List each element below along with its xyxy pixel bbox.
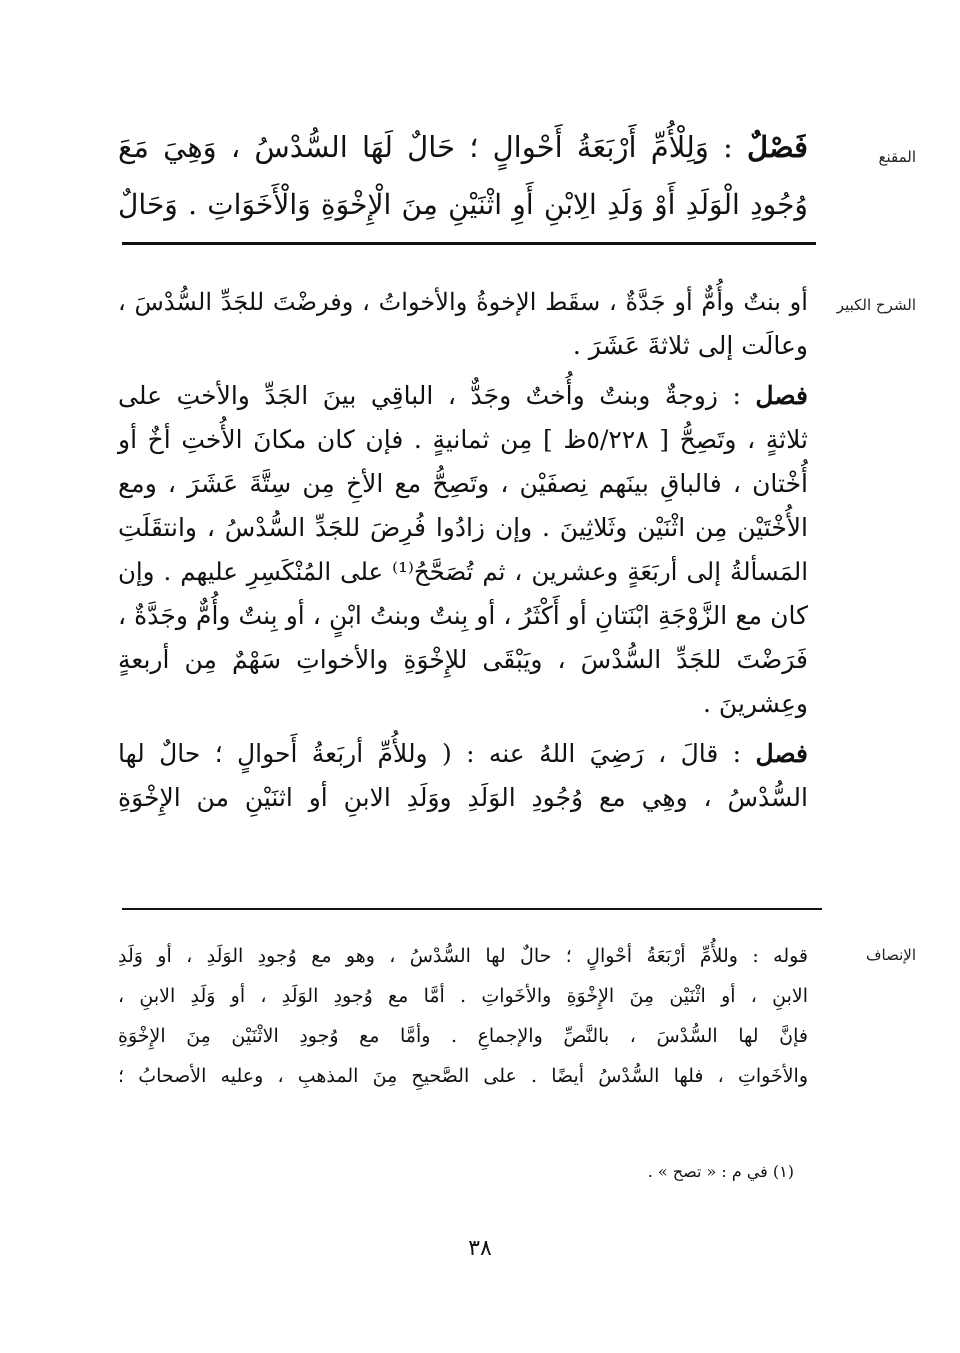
- para2-heading: فصل: [755, 739, 809, 768]
- sharh-text: [118, 280, 808, 820]
- muqni-text: [118, 118, 808, 234]
- sharh-para2-line-2: السُّدْسُ ، وهِي مع وُجُودِ الوَلَدِ ووَلَدِ الابنِ أو اثنَيْنِ من الإِخْوَةِ: [118, 783, 808, 812]
- sharh-para1-line-6: كان مع الزَّوْجَةِ ابْنَتانِ أو أَكْثَرُ ، أو بِنتٌ وبنتُ ابْنٍ ، أو بِنتٌ وأُمٌّ وجَدَّةٌ ،: [118, 601, 808, 630]
- footnote: (١) في م : « تصح » .: [647, 1162, 794, 1181]
- sharh-intro-line-1: أو بنتٌ وأُمٌّ أو جَدَّةٌ ، سقَط الإخوةُ والأخواتُ ، وفرضْتَ للجَدِّ السُّدْسَ ،: [118, 288, 808, 316]
- sharh-para1-line-1: فصل : زوجةٌ وبنتٌ وأُختٌ وجَدٌّ ، الباقِي بينَ الجَدِّ والأختِ على: [118, 381, 808, 410]
- page-number: ٣٨: [468, 1236, 492, 1261]
- margin-label-insaf: الإنصاف: [865, 946, 916, 964]
- sharh-para1-line-2: ثلاثةٍ ، وتَصِحُّ [ ٥/٢٢٨ظ ] مِن ثمانيةٍ . فإن كان مكانَ الأُختِ أخٌ أو: [118, 425, 808, 454]
- section-divider-thick: [122, 242, 816, 245]
- sharh-para2-line-1: فصل : قالَ ، رَضِيَ اللهُ عنه : ( وللأُمِّ أربَعةُ أَحوالٍ ؛ حالٌ لها: [118, 739, 809, 768]
- margin-label-muqni: المقنع: [878, 148, 916, 166]
- insaf-line-1: قوله : وللأُمِّ أرْبَعَةُ أحْوالٍ ؛ حالٌ لها السُّدْسُ ، وهو مع وُجودِ الوَلَدِ ، أو وَلَدِ: [118, 945, 808, 967]
- margin-label-sharh: الشرح الكبير: [836, 296, 916, 314]
- sharh-intro-line-2: وعالَت إلى ثلاثةَ عَشَرَ .: [572, 331, 808, 360]
- muqni-heading: فَصْلٌ: [747, 130, 809, 164]
- para1-heading: فصل: [755, 381, 808, 410]
- muqni-line-2: وُجُودِ الْوَلَدِ أَوْ وَلَدِ الِابْنِ أَوِ اثْنَيْنِ مِنَ الْإِخْوَةِ وَالْأَخَوَاتِ . وَحَالٌ: [118, 188, 808, 221]
- sharh-para1-line-4: الأُخْتَيْن مِن اثْنَيْن وثَلاثِينَ . وإن زادُوا فُرِضَ للجَدِّ السُّدْسُ ، وانتقَلَتِ: [118, 513, 808, 542]
- sharh-para1-line-5: المَسألةُ إلى أربَعَةٍ وعشرين ، ثم تُصَحَّحُ⁽¹⁾ على المُنْكَسِرِ عليهم . وإن: [118, 557, 809, 586]
- insaf-line-2: الابنِ ، أو اثْنَيْن مِنَ الإِخْوَةِ والأخَواتِ . أمَّا مع وُجودِ الوَلَدِ ، أو وَلَدِ الابنِ ،: [118, 985, 808, 1007]
- sharh-para1-line-7: فَرَضْتَ للجَدِّ السُّدْسَ ، ويَبْقَى للإِخْوَةِ والأخواتِ سَهْمٌ مِن أربعةٍ: [118, 645, 808, 674]
- sharh-para1-line-8: وعِشرينَ .: [703, 689, 808, 718]
- insaf-line-3: فإنَّ لها السُّدْسَ ، بالنَّصِّ والإجماعِ . وأمَّا مع وُجودِ الاثْنَيْن مِنَ الإِخْوَةِ: [118, 1025, 808, 1047]
- section-divider-thin: [122, 908, 822, 910]
- insaf-line-4: والأخَواتِ ، فلها السُّدْسُ أيضًا . على الصَّحيحِ مِنَ المذهبِ ، وعليه الأصحابُ ؛: [118, 1065, 808, 1087]
- insaf-text: [118, 936, 808, 1096]
- sharh-para1-line-3: أُخْتان ، فالباقِ بينَهم نِصفَيْن ، وتَصِحُّ مع الأخِ مِن سِتَّةَ عَشَرَ ، ومع: [118, 469, 808, 498]
- muqni-line-1: فَصْلٌ : وَلِلْأُمِّ أَرْبَعَةُ أَحْوالٍ ؛ حَالٌ لَهَا السُّدْسُ ، وَهِيَ مَعَ: [118, 130, 809, 164]
